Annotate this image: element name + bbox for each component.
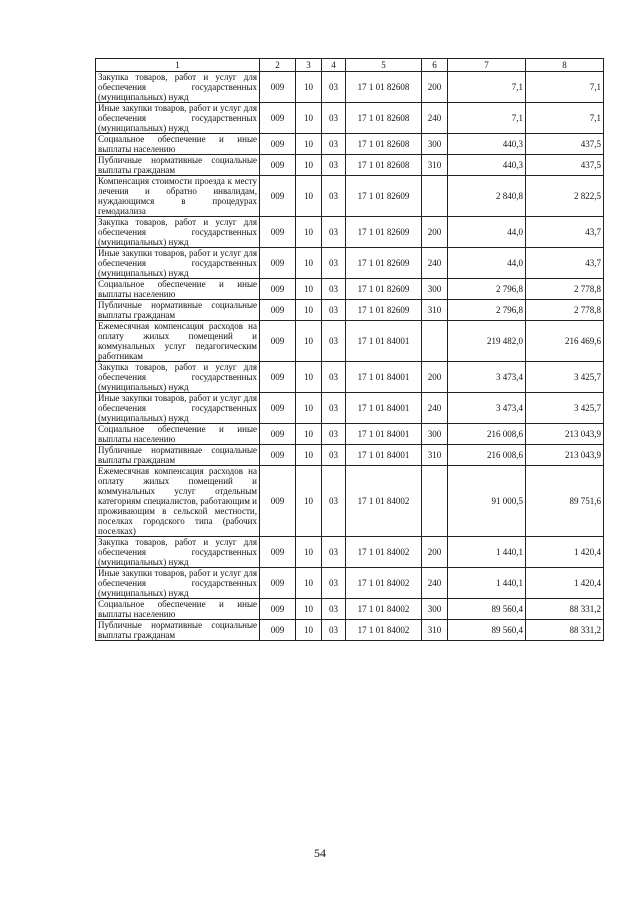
rz-cell: 10 [296,393,322,424]
rz-cell: 10 [296,568,322,599]
pr-cell: 03 [322,599,346,620]
sum-2019-cell: 219 482,0 [448,321,526,362]
row-name-cell: Иные закупки товаров, работ и услуг для обеспечения государственных (муниципальных) нужд [96,568,260,599]
table-row [96,279,604,300]
page-number: 54 [314,846,326,860]
rz-cell: 10 [296,362,322,393]
pr-cell: 03 [322,466,346,537]
ved-cell: 009 [260,248,296,279]
ved-cell: 009 [260,445,296,466]
csr-cell: 17 1 01 82609 [346,248,422,279]
ved-cell: 009 [260,537,296,568]
sum-2019-cell: 2 796,8 [448,279,526,300]
sum-2020-cell: 43,7 [526,248,604,279]
sum-2020-cell: 437,5 [526,155,604,176]
rz-cell: 10 [296,620,322,641]
sum-2019-cell: 44,0 [448,217,526,248]
table-row [96,620,604,641]
vr-cell: 300 [422,134,448,155]
table-row [96,155,604,176]
sum-2020-cell: 213 043,9 [526,445,604,466]
rz-cell: 10 [296,424,322,445]
csr-cell: 17 1 01 82608 [346,103,422,134]
sum-2019-cell: 440,3 [448,155,526,176]
rz-cell: 10 [296,155,322,176]
table-row [96,537,604,568]
vr-cell: 310 [422,300,448,321]
sum-2020-cell: 213 043,9 [526,424,604,445]
sum-2020-cell: 2 822,5 [526,176,604,217]
column-header: 6 [422,59,448,72]
sum-2020-cell: 2 778,8 [526,279,604,300]
vr-cell: 310 [422,445,448,466]
vr-cell: 200 [422,362,448,393]
sum-2020-cell: 1 420,4 [526,568,604,599]
vr-cell: 300 [422,279,448,300]
rz-cell: 10 [296,599,322,620]
csr-cell: 17 1 01 82609 [346,300,422,321]
sum-2020-cell: 7,1 [526,103,604,134]
vr-cell: 300 [422,424,448,445]
table-row [96,599,604,620]
row-name-cell: Социальное обеспечение и иные выплаты населению [96,599,260,620]
pr-cell: 03 [322,362,346,393]
csr-cell: 17 1 01 82608 [346,72,422,103]
vr-cell: 240 [422,568,448,599]
table-row [96,72,604,103]
rz-cell: 10 [296,103,322,134]
ved-cell: 009 [260,321,296,362]
vr-cell: 200 [422,217,448,248]
table-row [96,362,604,393]
table-row [96,321,604,362]
table-row [96,134,604,155]
table-row [96,248,604,279]
ved-cell: 009 [260,466,296,537]
ved-cell: 009 [260,103,296,134]
column-header: 8 [526,59,604,72]
table-body [96,72,604,641]
table-row [96,103,604,134]
rz-cell: 10 [296,537,322,568]
row-name-cell: Закупка товаров, работ и услуг для обеспечения государственных (муниципальных) нужд [96,72,260,103]
pr-cell: 03 [322,620,346,641]
row-name-cell: Социальное обеспечение и иные выплаты населению [96,424,260,445]
vr-cell: 300 [422,599,448,620]
vr-cell [422,176,448,217]
ved-cell: 009 [260,279,296,300]
table-row [96,568,604,599]
csr-cell: 17 1 01 84001 [346,445,422,466]
vr-cell [422,466,448,537]
pr-cell: 03 [322,321,346,362]
ved-cell: 009 [260,362,296,393]
column-header: 4 [322,59,346,72]
sum-2019-cell: 44,0 [448,248,526,279]
sum-2019-cell: 3 473,4 [448,393,526,424]
sum-2019-cell: 1 440,1 [448,537,526,568]
table-row [96,466,604,537]
csr-cell: 17 1 01 84001 [346,393,422,424]
rz-cell: 10 [296,134,322,155]
pr-cell: 03 [322,72,346,103]
vr-cell: 240 [422,393,448,424]
ved-cell: 009 [260,155,296,176]
ved-cell: 009 [260,568,296,599]
table-row [96,217,604,248]
budget-table [95,58,604,641]
row-name-cell: Компенсация стоимости проезда к месту лечения и обратно инвалидам, нуждающимся в процедурах гемодиализа [96,176,260,217]
sum-2020-cell: 437,5 [526,134,604,155]
row-name-cell: Иные закупки товаров, работ и услуг для обеспечения государственных (муниципальных) нужд [96,103,260,134]
table-row [96,445,604,466]
sum-2020-cell: 3 425,7 [526,362,604,393]
sum-2020-cell: 216 469,6 [526,321,604,362]
rz-cell: 10 [296,217,322,248]
row-name-cell: Закупка товаров, работ и услуг для обеспечения государственных (муниципальных) нужд [96,217,260,248]
vr-cell: 200 [422,72,448,103]
ved-cell: 009 [260,217,296,248]
sum-2019-cell: 2 840,8 [448,176,526,217]
pr-cell: 03 [322,568,346,599]
sum-2020-cell: 43,7 [526,217,604,248]
sum-2019-cell: 91 000,5 [448,466,526,537]
row-name-cell: Социальное обеспечение и иные выплаты населению [96,134,260,155]
sum-2020-cell: 2 778,8 [526,300,604,321]
pr-cell: 03 [322,217,346,248]
table-row [96,300,604,321]
csr-cell: 17 1 01 82609 [346,176,422,217]
pr-cell: 03 [322,176,346,217]
table-row [96,393,604,424]
table-row [96,176,604,217]
row-name-cell: Социальное обеспечение и иные выплаты населению [96,279,260,300]
sum-2019-cell: 89 560,4 [448,599,526,620]
rz-cell: 10 [296,176,322,217]
sum-2020-cell: 89 751,6 [526,466,604,537]
csr-cell: 17 1 01 84001 [346,321,422,362]
sum-2020-cell: 88 331,2 [526,620,604,641]
csr-cell: 17 1 01 84001 [346,424,422,445]
row-name-cell: Иные закупки товаров, работ и услуг для обеспечения государственных (муниципальных) нужд [96,248,260,279]
column-header: 3 [296,59,322,72]
rz-cell: 10 [296,445,322,466]
row-name-cell: Иные закупки товаров, работ и услуг для обеспечения государственных (муниципальных) нужд [96,393,260,424]
pr-cell: 03 [322,445,346,466]
csr-cell: 17 1 01 84002 [346,466,422,537]
sum-2019-cell: 3 473,4 [448,362,526,393]
sum-2020-cell: 1 420,4 [526,537,604,568]
table-header-row [96,59,604,72]
csr-cell: 17 1 01 82608 [346,155,422,176]
row-name-cell: Публичные нормативные социальные выплаты гражданам [96,155,260,176]
column-header: 2 [260,59,296,72]
ved-cell: 009 [260,72,296,103]
sum-2019-cell: 440,3 [448,134,526,155]
rz-cell: 10 [296,248,322,279]
csr-cell: 17 1 01 84002 [346,568,422,599]
column-header: 7 [448,59,526,72]
pr-cell: 03 [322,279,346,300]
sum-2019-cell: 7,1 [448,103,526,134]
vr-cell: 240 [422,103,448,134]
vr-cell [422,321,448,362]
pr-cell: 03 [322,537,346,568]
pr-cell: 03 [322,155,346,176]
sum-2019-cell: 89 560,4 [448,620,526,641]
column-header: 5 [346,59,422,72]
ved-cell: 009 [260,300,296,321]
sum-2020-cell: 88 331,2 [526,599,604,620]
ved-cell: 009 [260,424,296,445]
ved-cell: 009 [260,599,296,620]
rz-cell: 10 [296,72,322,103]
csr-cell: 17 1 01 82609 [346,279,422,300]
row-name-cell: Закупка товаров, работ и услуг для обеспечения государственных (муниципальных) нужд [96,537,260,568]
pr-cell: 03 [322,134,346,155]
sum-2019-cell: 216 008,6 [448,445,526,466]
row-name-cell: Публичные нормативные социальные выплаты гражданам [96,445,260,466]
rz-cell: 10 [296,321,322,362]
vr-cell: 310 [422,155,448,176]
row-name-cell: Ежемесячная компенсация расходов на оплату жилых помещений и коммунальных услуг отдельным категориям специалистов, работающим и проживающим в сельской местности, поселках городского типа (рабочих поселках) [96,466,260,537]
sum-2019-cell: 1 440,1 [448,568,526,599]
row-name-cell: Публичные нормативные социальные выплаты гражданам [96,300,260,321]
row-name-cell: Ежемесячная компенсация расходов на оплату жилых помещений и коммунальных услуг педагогическим работникам [96,321,260,362]
vr-cell: 310 [422,620,448,641]
sum-2020-cell: 7,1 [526,72,604,103]
vr-cell: 240 [422,248,448,279]
csr-cell: 17 1 01 82608 [346,134,422,155]
sum-2020-cell: 3 425,7 [526,393,604,424]
table-row [96,424,604,445]
pr-cell: 03 [322,103,346,134]
sum-2019-cell: 216 008,6 [448,424,526,445]
ved-cell: 009 [260,176,296,217]
ved-cell: 009 [260,134,296,155]
rz-cell: 10 [296,466,322,537]
ved-cell: 009 [260,620,296,641]
csr-cell: 17 1 01 82609 [346,217,422,248]
csr-cell: 17 1 01 84002 [346,537,422,568]
csr-cell: 17 1 01 84002 [346,620,422,641]
sum-2019-cell: 2 796,8 [448,300,526,321]
rz-cell: 10 [296,279,322,300]
column-header: 1 [96,59,260,72]
rz-cell: 10 [296,300,322,321]
sum-2019-cell: 7,1 [448,72,526,103]
row-name-cell: Закупка товаров, работ и услуг для обеспечения государственных (муниципальных) нужд [96,362,260,393]
row-name-cell: Публичные нормативные социальные выплаты гражданам [96,620,260,641]
pr-cell: 03 [322,393,346,424]
ved-cell: 009 [260,393,296,424]
pr-cell: 03 [322,300,346,321]
pr-cell: 03 [322,248,346,279]
csr-cell: 17 1 01 84002 [346,599,422,620]
pr-cell: 03 [322,424,346,445]
vr-cell: 200 [422,537,448,568]
csr-cell: 17 1 01 84001 [346,362,422,393]
